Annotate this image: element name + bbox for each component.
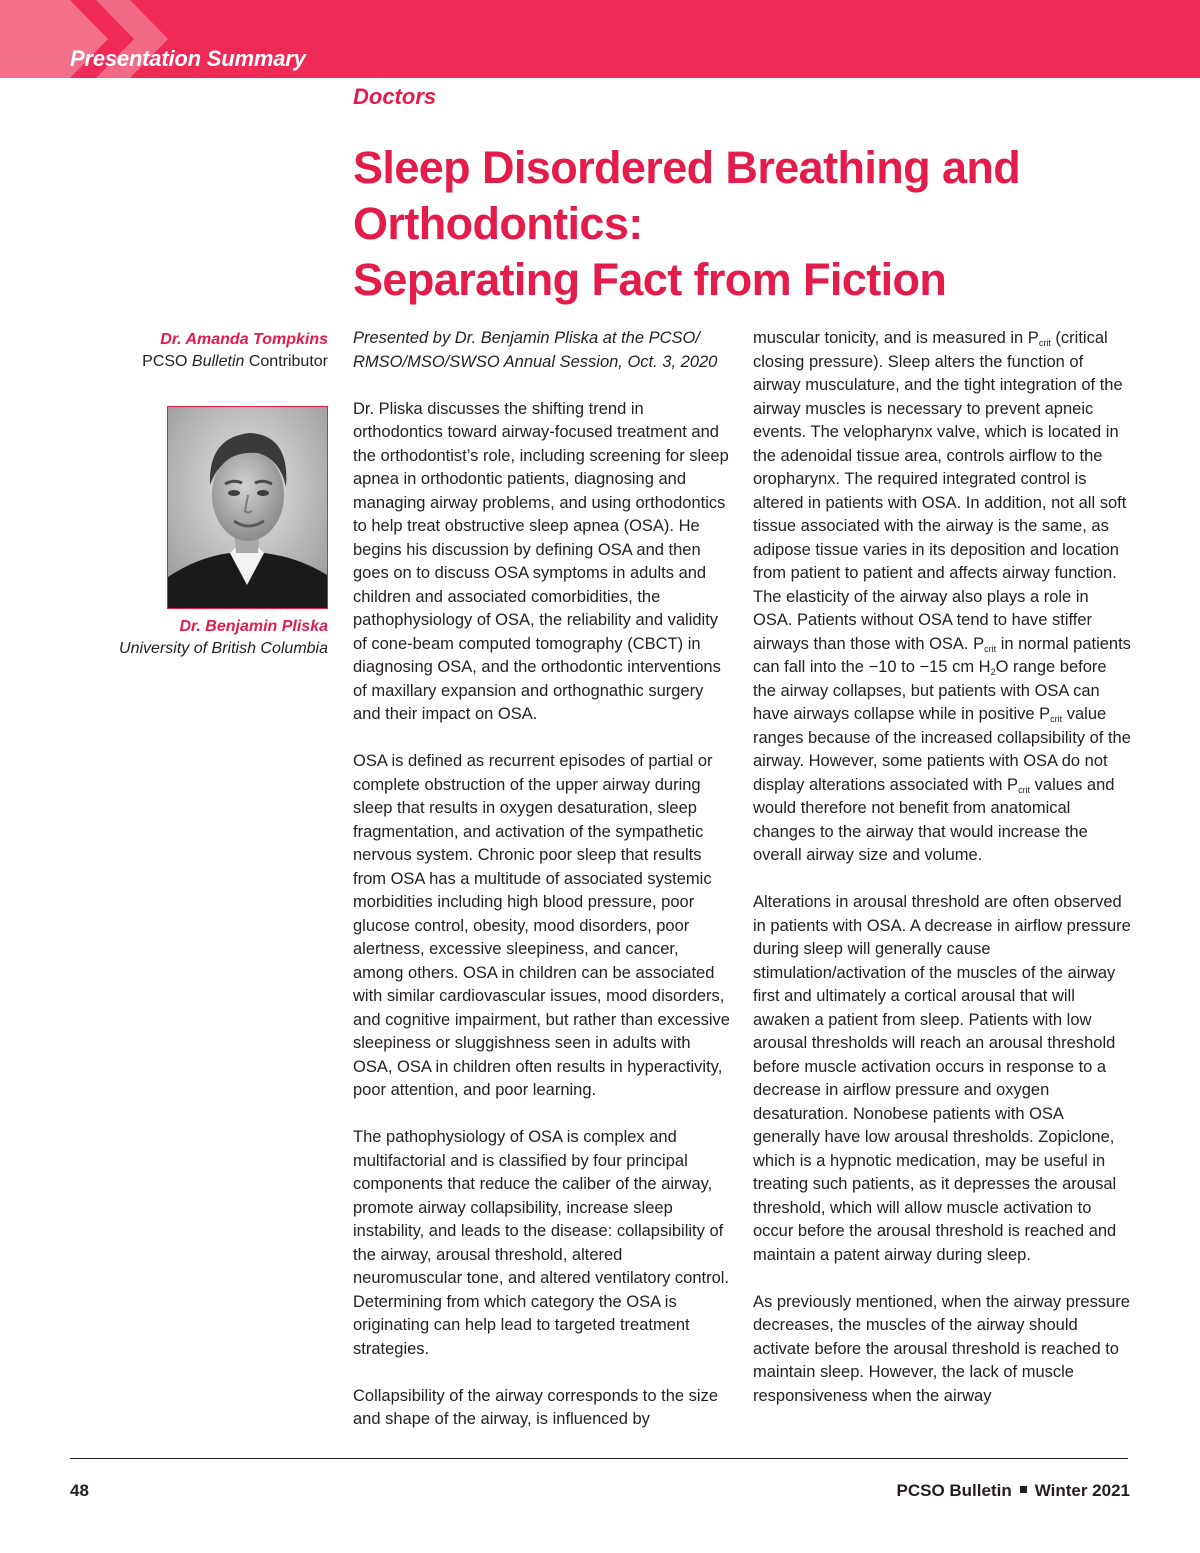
- body-column-right: [753, 327, 1131, 1432]
- author-affiliation-bulletin: Bulletin: [187, 353, 245, 370]
- square-bullet-icon: [1020, 1486, 1027, 1493]
- paragraph: As previously mentioned, when the airway pressure decreases, the muscles of the airway should activate before the arousal threshold is reached to maintain sleep. However, the lack of muscle responsiveness when the airway: [753, 1292, 1130, 1405]
- paragraph: Collapsibility of the airway corresponds to the size and shape of the airway, is influenced by: [353, 1386, 719, 1428]
- speaker-affiliation: University of British Columbia: [119, 640, 328, 657]
- speaker-credit: [119, 616, 328, 660]
- title-line-1: Sleep Disordered Breathing and: [353, 142, 1021, 193]
- paragraph: OSA is defined as recurrent episodes of partial or complete obstruction of the upper airway during sleep that results in oxygen desaturation, sleep fragmentation, and activation of the sympathetic nervous system. Chronic poor sleep that results from OSA has a multitude of associated systemic morbidities including high blood pressure, poor glucose control, obesity, mood disorders, poor alertness, excessive sleepiness, and cancer, among others. OSA in children can be associated with similar cardiovascular issues, mood disorders, and cognitive impairment, but rather than excessive sleepiness or sluggishness seen in adults with OSA, OSA in children often results in hyperactivity, poor attention, and poor learning.: [353, 752, 730, 1099]
- text-run: (critical closing pressure). Sleep alters the function of airway musculature, and the tight integration of the airway muscles is necessary to prevent apneic events. The velopharynx valve, which is located in the adenoidal tissue area, controls airflow to the oropharynx. The required integrated control is altered in patients with OSA. In addition, not all soft tissue associated with the airway is the same, as adipose tissue varies in its deposition and location from patient to patient and affects airway function. The elasticity of the airway also plays a role in OSA. Patients without OSA tend to have stiffer airways than those with OSA. P: [753, 329, 1127, 653]
- author-credit: [142, 329, 328, 373]
- text-run: muscular tonicity, and is measured in P: [753, 329, 1039, 347]
- header-label: Presentation Summary: [70, 46, 306, 71]
- publication-name: PCSO Bulletin: [896, 1481, 1012, 1500]
- article-title: [353, 140, 1173, 308]
- author-affiliation-role: Contributor: [244, 353, 328, 370]
- text-run: O range before the airway collapses, but patients with OSA can have airways collapse while in positive P: [753, 658, 1107, 723]
- subscript: crit: [1018, 784, 1031, 795]
- subscript: crit: [1038, 338, 1051, 348]
- speaker-photo: [167, 406, 328, 609]
- publication-info: [896, 1481, 1130, 1501]
- author-affiliation: [142, 351, 328, 373]
- footer-rule: [70, 1458, 1128, 1459]
- paragraph: The pathophysiology of OSA is complex and multifactorial and is classified by four principal components that reduce the caliber of the airway, promote airway collapsibility, increase sleep instability, and leads to the disease: collapsibility of the airway, arousal threshold, altered neuromuscular tone, and altered ventilatory control. Determining from which category the OSA is originating can help lead to targeted treatment strategies.: [353, 1128, 730, 1358]
- page-number: 48: [70, 1481, 89, 1500]
- header-band: [0, 0, 1200, 78]
- subscript: crit: [1050, 714, 1063, 724]
- author-name: Dr. Amanda Tompkins: [160, 331, 328, 348]
- author-affiliation-pcso: PCSO: [142, 353, 188, 370]
- paragraph: Alterations in arousal threshold are often observed in patients with OSA. A decrease in airflow pressure during sleep will generally cause stimulation/activation of the muscles of the airway first and ultimately a cortical arousal that will awaken a patient from sleep. Patients with low arousal thresholds will reach an arousal threshold before muscle activation occurs in response to a decrease in airflow pressure and oxygen desaturation. Nonobese patients with OSA generally have low arousal thresholds. Zopiclone, which is a hypnotic medication, may be useful in treating such patients, as it depresses the arousal threshold, which will allow muscle activation to occur before the arousal threshold is reached and maintain a patent airway during sleep.: [753, 893, 1131, 1264]
- byline: Presented by Dr. Benjamin Pliska at the PCSO/ RMSO/MSO/SWSO Annual Session, Oct. 3, 2020: [353, 329, 718, 371]
- section-label: Doctors: [353, 84, 437, 109]
- paragraph: [753, 327, 1131, 868]
- subscript: 2: [990, 667, 996, 677]
- subscript: crit: [984, 643, 997, 654]
- body-column-left: [353, 327, 731, 1455]
- text-run: values and would therefore not benefit from anatomical changes to the airway that would increase the overall airway size and volume.: [753, 775, 1115, 864]
- speaker-name: Dr. Benjamin Pliska: [179, 618, 328, 635]
- portrait-icon: [168, 407, 327, 608]
- title-line-2: Orthodontics:: [353, 198, 643, 249]
- text-run: value ranges because of the increased collapsibility of the airway. However, some patients with OSA do not display alterations associated with P: [753, 705, 1131, 794]
- issue-label: Winter 2021: [1034, 1481, 1130, 1500]
- title-line-3: Separating Fact from Fiction: [353, 254, 947, 305]
- paragraph: Dr. Pliska discusses the shifting trend in orthodontics toward airway-focused treatment and the orthodontist’s role, including screening for sleep apnea in orthodontic patients, diagnosing and managing airway problems, and using orthodontics to help treat obstructive sleep apnea (OSA). He begins his discussion by defining OSA and then goes on to discuss OSA symptoms in adults and children and associated comorbidities, the pathophysiology of OSA, the reliability and validity of cone-beam computed tomography (CBCT) in diagnosing OSA, and the orthodontic interventions of maxillary expansion and orthognathic surgery and their impact on OSA.: [353, 399, 729, 723]
- text-run: in normal patients can fall into the −10 to −15 cm H: [753, 634, 1131, 676]
